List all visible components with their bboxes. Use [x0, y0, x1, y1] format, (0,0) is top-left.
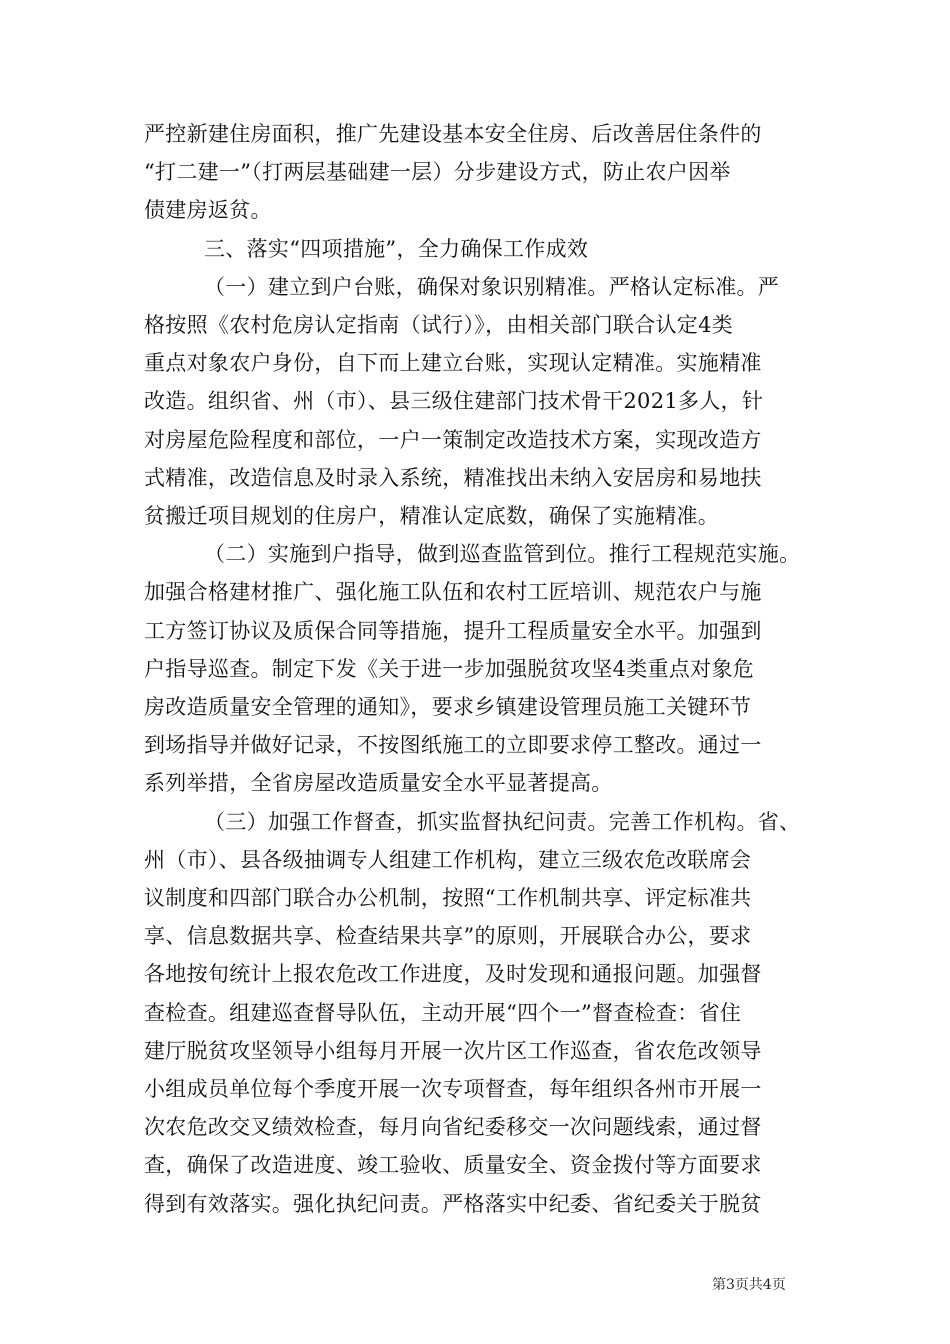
body-line: 格按照《农村危房认定指南（试行）》，由相关部门联合认定4类	[144, 313, 734, 337]
page-number-footer: 第3页共4页	[712, 1277, 786, 1293]
body-line: 严控新建住房面积，推广先建设基本安全住房、后改善居住条件的	[144, 122, 762, 146]
body-line: 查检查。组建巡查督导队伍，主动开展“四个一”督查检查：省住	[144, 1001, 742, 1025]
body-line: 加强合格建材推广、强化施工队伍和农村工匠培训、规范农户与施	[144, 580, 762, 604]
body-line: 到场指导并做好记录，不按图纸施工的立即要求停工整改。通过一	[144, 733, 762, 757]
body-line: 贫搬迁项目规划的住房户，精准认定底数，确保了实施精准。	[144, 504, 720, 528]
body-line: 各地按旬统计上报农危改工作进度，及时发现和通报问题。加强督	[144, 962, 762, 986]
body-line: 户指导巡查。制定下发《关于进一步加强脱贫攻坚4类重点对象危	[144, 657, 755, 681]
body-line: 议制度和四部门联合办公机制，按照“工作机制共享、评定标准共	[144, 886, 752, 910]
body-line: 系列举措，全省房屋改造质量安全水平显著提高。	[144, 771, 613, 795]
paragraph-first-line: （二）实施到户指导，做到巡查监管到位。推行工程规范实施。	[204, 542, 801, 566]
body-line: 改造。组织省、州（市）、县三级住建部门技术骨干2021多人，针	[144, 389, 764, 413]
paragraph-first-line: （一）建立到户台账，确保对象识别精准。严格认定标准。严	[204, 275, 780, 299]
body-line: 对房屋危险程度和部位，一户一策制定改造技术方案，实现改造方	[144, 428, 762, 452]
body-line: 重点对象农户身份，自下而上建立台账，实现认定精准。实施精准	[144, 351, 762, 375]
body-line: 式精准，改造信息及时录入系统，精准找出未纳入安居房和易地扶	[144, 466, 762, 490]
body-line: 享、信息数据共享、检查结果共享”的原则，开展联合办公，要求	[144, 924, 752, 948]
body-line: 州（市）、县各级抽调专人组建工作机构，建立三级农危改联席会	[144, 848, 752, 872]
body-line: 债建房返贫。	[144, 198, 272, 222]
body-line: 建厅脱贫攻坚领导小组每月开展一次片区工作巡查，省农危改领导	[144, 1039, 762, 1063]
body-line: 查，确保了改造进度、竣工验收、质量安全、资金拨付等方面要求	[144, 1153, 762, 1177]
body-line: “打二建一”（打两层基础建一层）分步建设方式，防止农户因举	[144, 160, 731, 184]
body-line: 房改造质量安全管理的通知》，要求乡镇建设管理员施工关键环节	[144, 695, 752, 719]
section-heading: 三、落实“四项措施”，全力确保工作成效	[204, 237, 589, 261]
body-line: 得到有效落实。强化执纪问责。严格落实中纪委、省纪委关于脱贫	[144, 1192, 762, 1216]
body-line: 小组成员单位每个季度开展一次专项督查，每年组织各州市开展一	[144, 1077, 762, 1101]
body-line: 次农危改交叉绩效检查，每月向省纪委移交一次问题线索，通过督	[144, 1115, 762, 1139]
body-line: 工方签订协议及质保合同等措施，提升工程质量安全水平。加强到	[144, 619, 762, 643]
paragraph-first-line: （三）加强工作督查，抓实监督执纪问责。完善工作机构。省、	[204, 810, 801, 834]
